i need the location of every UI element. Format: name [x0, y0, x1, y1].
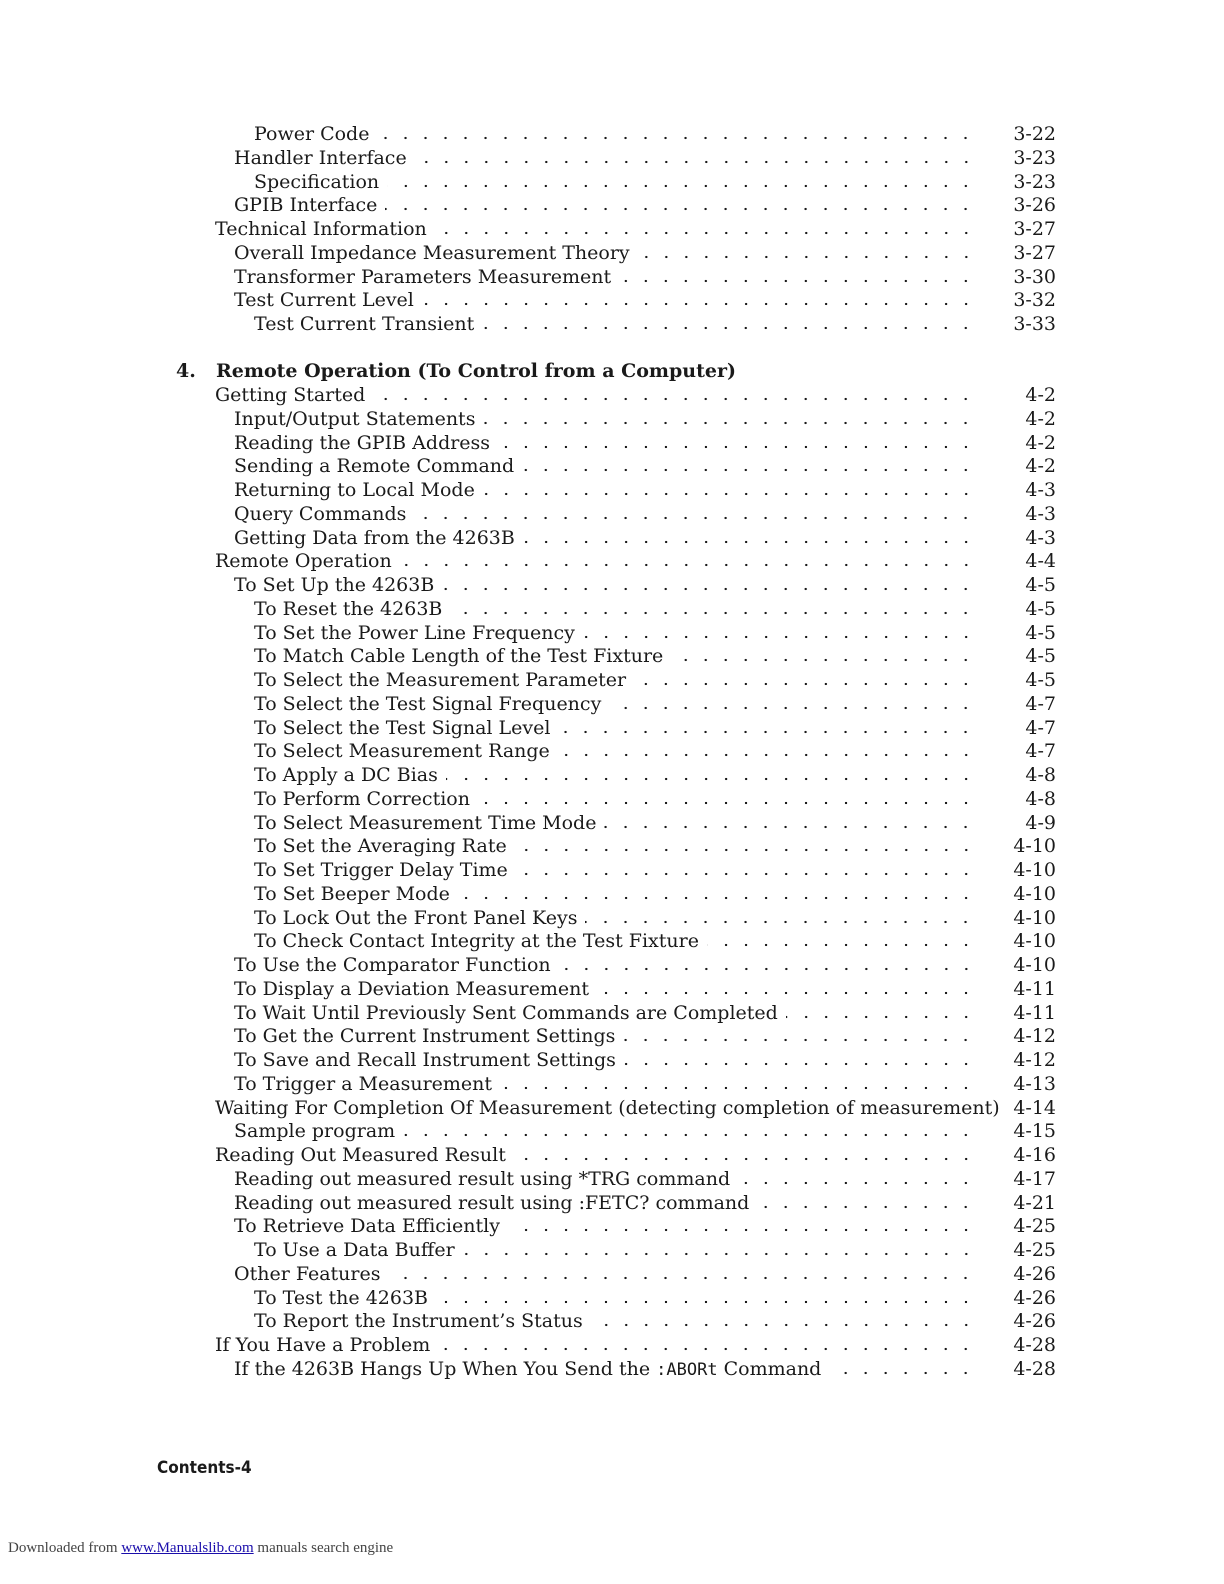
dot-leader [388, 1271, 976, 1285]
toc-entry-title: To Use the Comparator Function [234, 954, 551, 976]
toc-entry-title: To Save and Recall Instrument Settings [234, 1049, 616, 1071]
manualslib-link[interactable]: www.Manualslib.com [121, 1540, 254, 1556]
dot-leader [483, 416, 976, 430]
toc-entry[interactable] [234, 1215, 1056, 1239]
toc-entry-title: Getting Started [215, 384, 366, 406]
toc-entry-page: 4-17 [1013, 1167, 1056, 1190]
toc-entry-page: 4-10 [1013, 859, 1056, 881]
dot-leader [500, 1081, 976, 1095]
dot-leader [558, 748, 976, 762]
toc-entry[interactable] [254, 123, 1056, 147]
toc-entry[interactable] [234, 408, 1056, 432]
toc-entry-page: 4-25 [1013, 1215, 1056, 1238]
dot-leader [623, 1033, 976, 1047]
toc-entry-title: Query Commands [234, 502, 407, 525]
toc-entry-page: 4-25 [1013, 1239, 1056, 1261]
toc-entry-title: Reading out measured result using *TRG command [234, 1167, 731, 1190]
chapter-number: 4. [176, 360, 196, 382]
command-code: :ABORt [656, 1359, 718, 1380]
dot-leader [414, 511, 976, 525]
toc-entry-page: 4-5 [1025, 621, 1056, 644]
toc-entry-title: To Set Up the 4263B [234, 574, 435, 596]
toc-entry-page: 4-15 [1013, 1120, 1056, 1143]
toc-entry-title: Waiting For Completion Of Measurement (detecting completion of measurement) [215, 1096, 1000, 1119]
toc-entry[interactable] [254, 788, 1056, 812]
toc-entry[interactable] [254, 693, 1056, 717]
toc-entry[interactable] [254, 764, 1056, 788]
toc-entry[interactable] [254, 1287, 1056, 1311]
toc-entry-page: 4-10 [1013, 835, 1056, 858]
dot-leader [508, 1223, 976, 1237]
toc-entry-page: 4-28 [1013, 1357, 1056, 1380]
toc-entry-page: 4-10 [1013, 930, 1056, 953]
toc-entry-title-part: Command [717, 1357, 822, 1380]
toc-entry-title: Reading the GPIB Address [234, 431, 491, 454]
toc-entry-page: 4-10 [1013, 882, 1056, 905]
toc-entry-page: 4-26 [1013, 1286, 1056, 1309]
toc-entry-page: 3-30 [1013, 265, 1056, 288]
toc-entry-title: Overall Impedance Measurement Theory [234, 241, 630, 264]
toc-entry-page: 4-5 [1025, 574, 1056, 596]
dot-leader [436, 1295, 976, 1309]
toc-entry[interactable] [254, 313, 1056, 337]
toc-entry-page: 4-3 [1025, 502, 1056, 525]
toc-entry[interactable] [234, 242, 1056, 266]
dot-leader [757, 1200, 976, 1214]
toc-entry[interactable] [254, 812, 1056, 836]
toc-entry-title: To Get the Current Instrument Settings [234, 1025, 616, 1048]
toc-entry[interactable] [234, 503, 1056, 527]
toc-entry-title: To Apply a DC Bias [254, 764, 438, 786]
dot-leader [624, 1057, 976, 1071]
toc-entry-title: To Wait Until Previously Sent Commands are Completed [234, 1001, 778, 1024]
toc-entry[interactable] [234, 574, 1056, 598]
toc-entry-title: Technical Information [215, 218, 427, 240]
dot-leader [415, 155, 976, 169]
toc-entry-title: To Report the Instrument’s Status [254, 1310, 583, 1333]
toc-entry-page: 4-5 [1025, 669, 1056, 691]
toc-entry-page: 4-16 [1013, 1144, 1056, 1166]
toc-entry[interactable] [254, 883, 1056, 907]
toc-entry[interactable] [234, 289, 1056, 313]
dot-leader [604, 820, 976, 834]
dot-leader [585, 915, 976, 929]
dot-leader [422, 297, 976, 311]
toc-entry-page: 4-5 [1025, 645, 1056, 668]
toc-entry[interactable] [254, 859, 1056, 883]
toc-entry-page: 4-12 [1013, 1049, 1056, 1071]
dot-leader [515, 843, 976, 857]
toc-entry-title: Power Code [254, 123, 370, 145]
dot-leader [597, 986, 976, 1000]
toc-entry-title: To Match Cable Length of the Test Fixture [254, 645, 664, 668]
toc-entry-title: Transformer Parameters Measurement [234, 265, 612, 288]
toc-entry-title: To Use a Data Buffer [254, 1239, 455, 1261]
toc-entry-title: To Set Beeper Mode [254, 882, 450, 905]
dot-leader [400, 558, 976, 572]
dot-leader [442, 582, 976, 596]
toc-entry-page: 3-23 [1013, 170, 1056, 193]
toc-entry[interactable] [234, 1002, 1056, 1026]
toc-entry-page: 4-7 [1025, 692, 1056, 715]
toc-entry-page: 4-8 [1025, 764, 1056, 786]
toc-entry[interactable] [215, 550, 1056, 574]
dot-leader [482, 321, 976, 335]
toc-entry-title: To Select the Test Signal Frequency [254, 692, 602, 715]
toc-entry[interactable] [234, 1358, 1056, 1382]
dot-leader [438, 1342, 976, 1356]
toc-entry-page: 4-21 [1013, 1191, 1056, 1214]
toc-entry-page: 4-14 [1013, 1096, 1056, 1119]
toc-entry-title: To Lock Out the Front Panel Keys [254, 906, 578, 929]
toc-entry-title: To Display a Deviation Measurement [234, 977, 589, 1000]
toc-entry[interactable] [254, 717, 1056, 741]
chapter-title: Remote Operation (To Control from a Computer) [216, 360, 736, 382]
dot-leader [516, 867, 976, 881]
dot-leader [387, 179, 976, 193]
dot-leader [450, 606, 976, 620]
toc-entry[interactable] [215, 384, 1056, 408]
toc-entry-page: 4-4 [1025, 550, 1056, 573]
toc-entry[interactable] [234, 432, 1056, 456]
toc-entry[interactable] [234, 1025, 1056, 1049]
dot-leader [514, 1152, 976, 1166]
toc-entry-page: 4-10 [1013, 954, 1056, 976]
dot-leader [591, 1318, 976, 1332]
download-note [8, 1540, 393, 1557]
toc-entry[interactable] [254, 1310, 1056, 1334]
dot-leader [638, 250, 976, 264]
toc-entry-page: 4-7 [1025, 740, 1056, 763]
toc-entry[interactable] [234, 1168, 1056, 1192]
toc-entry-title: To Select Measurement Range [254, 740, 550, 763]
dot-leader [385, 202, 976, 216]
toc-entry-title: Returning to Local Mode [234, 479, 475, 501]
dot-leader [523, 535, 976, 549]
toc-entry-title: To Select the Measurement Parameter [254, 669, 627, 691]
toc-entry-title: To Select the Test Signal Level [254, 716, 551, 739]
toc-entry-page: 3-33 [1013, 313, 1056, 335]
toc-entry-page: 4-2 [1025, 455, 1056, 478]
toc-entry-title: Specification [254, 170, 380, 193]
download-note-prefix: Downloaded from [8, 1540, 122, 1556]
dot-leader [786, 1010, 976, 1024]
dot-leader [738, 1176, 976, 1190]
dot-leader [403, 1128, 976, 1142]
toc-entry-title: To Set the Power Line Frequency [254, 621, 575, 644]
dot-leader [458, 891, 976, 905]
toc-entry[interactable] [254, 669, 1056, 693]
toc-entry[interactable] [215, 1334, 1056, 1358]
toc-entry-title: To Retrieve Data Efficiently [234, 1215, 500, 1238]
dot-leader [583, 630, 976, 644]
toc-entry[interactable] [234, 455, 1056, 479]
toc-entry-page: 4-9 [1025, 811, 1056, 834]
toc-entry-page: 4-3 [1025, 479, 1056, 501]
toc-entry[interactable] [234, 1073, 1056, 1097]
toc-entry-page: 4-7 [1025, 716, 1056, 739]
toc-entry-page: 4-26 [1013, 1262, 1056, 1285]
toc-entry-page: 4-2 [1025, 384, 1056, 406]
dot-leader [609, 701, 976, 715]
toc-entry-page: 4-13 [1013, 1072, 1056, 1095]
toc-entry-page: 4-11 [1013, 1001, 1056, 1024]
dot-leader [559, 962, 976, 976]
toc-entry[interactable] [215, 1144, 1056, 1168]
toc-entry-title: Sending a Remote Command [234, 455, 515, 478]
toc-entry-page: 4-11 [1013, 977, 1056, 1000]
toc-entry-page: 3-26 [1013, 194, 1056, 217]
toc-entry[interactable] [234, 1192, 1056, 1216]
toc-entry-page: 3-23 [1013, 146, 1056, 169]
toc-entry-title: Test Current Level [234, 289, 414, 312]
toc-entry-title: Test Current Transient [254, 313, 475, 335]
toc-entry-title: GPIB Interface [234, 194, 378, 217]
toc-entry[interactable] [234, 1263, 1056, 1287]
dot-leader [829, 1366, 976, 1380]
dot-leader [478, 796, 976, 810]
dot-leader [463, 1247, 976, 1261]
toc-entry-page: 4-26 [1013, 1310, 1056, 1333]
toc-entry-title: To Check Contact Integrity at the Test Fixture [254, 930, 699, 953]
toc-entry[interactable] [234, 954, 1056, 978]
dot-leader [435, 226, 976, 240]
toc-entry[interactable] [254, 740, 1056, 764]
toc-entry[interactable] [254, 930, 1056, 954]
chapter-heading [176, 360, 736, 382]
toc-entry-page: 4-5 [1025, 597, 1056, 620]
toc-entry[interactable] [254, 598, 1056, 622]
dot-leader [671, 653, 976, 667]
dot-leader [619, 274, 976, 288]
toc-entry-title: To Reset the 4263B [254, 597, 443, 620]
dot-leader [707, 938, 976, 952]
toc-entry[interactable] [234, 1049, 1056, 1073]
toc-entry-title: Handler Interface [234, 146, 407, 169]
toc-entry-page: 4-2 [1025, 407, 1056, 430]
toc-entry[interactable] [234, 1120, 1056, 1144]
toc-entry[interactable] [234, 527, 1056, 551]
toc-entry[interactable] [254, 907, 1056, 931]
toc-entry-title: To Trigger a Measurement [234, 1072, 493, 1095]
toc-entry-page: 4-28 [1013, 1334, 1056, 1356]
toc-entry-title: Input/Output Statements [234, 407, 476, 430]
toc-entry-title [234, 1358, 821, 1380]
toc-entry-title: To Test the 4263B [254, 1286, 429, 1309]
toc-entry-title: To Select Measurement Time Mode [254, 811, 597, 834]
toc-entry-page: 4-10 [1013, 906, 1056, 929]
toc-entry[interactable] [234, 479, 1056, 503]
toc-entry-title: Remote Operation [215, 550, 392, 573]
toc-entry-title: To Perform Correction [254, 787, 470, 810]
download-note-suffix: manuals search engine [253, 1540, 394, 1556]
toc-entry-page: 4-3 [1025, 526, 1056, 549]
dot-leader [373, 392, 976, 406]
toc-entry-title: Reading Out Measured Result [215, 1144, 506, 1166]
toc-entry[interactable] [215, 1097, 1056, 1121]
toc-entry-page: 3-22 [1013, 123, 1056, 145]
toc-entry-title: Other Features [234, 1262, 381, 1285]
dot-leader [498, 440, 976, 454]
toc-entry[interactable] [254, 622, 1056, 646]
toc-entry-page: 4-2 [1025, 431, 1056, 454]
dot-leader [446, 772, 976, 786]
page-footer-label: Contents-4 [157, 1458, 252, 1478]
dot-leader [377, 131, 976, 145]
dot-leader [483, 487, 976, 501]
toc-entry-page: 3-32 [1013, 289, 1056, 312]
toc-entry[interactable] [254, 835, 1056, 859]
toc-entry-title: To Set the Averaging Rate [254, 835, 507, 858]
dot-leader [522, 463, 976, 477]
toc-entry[interactable] [234, 194, 1056, 218]
toc-entry[interactable] [234, 147, 1056, 171]
toc-entry-title: To Set Trigger Delay Time [254, 859, 508, 881]
toc-entry-page: 3-27 [1013, 241, 1056, 264]
toc-entry[interactable] [254, 645, 1056, 669]
toc-entry-page: 4-8 [1025, 787, 1056, 810]
toc-entry-title: Sample program [234, 1120, 396, 1143]
toc-entry-page: 3-27 [1013, 218, 1056, 240]
dot-leader [634, 677, 976, 691]
toc-entry[interactable] [234, 978, 1056, 1002]
toc-entry-title: Getting Data from the 4263B [234, 526, 515, 549]
toc-entry-title: Reading out measured result using :FETC? command [234, 1191, 750, 1214]
toc-entry[interactable] [254, 171, 1056, 195]
toc-entry-title-part: If the 4263B Hangs Up When You Send the [234, 1357, 657, 1380]
toc-entry[interactable] [234, 266, 1056, 290]
dot-leader [558, 725, 976, 739]
toc-entry[interactable] [215, 218, 1056, 242]
toc-entry-title: If You Have a Problem [215, 1334, 431, 1356]
toc-entry[interactable] [254, 1239, 1056, 1263]
toc-entry-page: 4-12 [1013, 1025, 1056, 1048]
